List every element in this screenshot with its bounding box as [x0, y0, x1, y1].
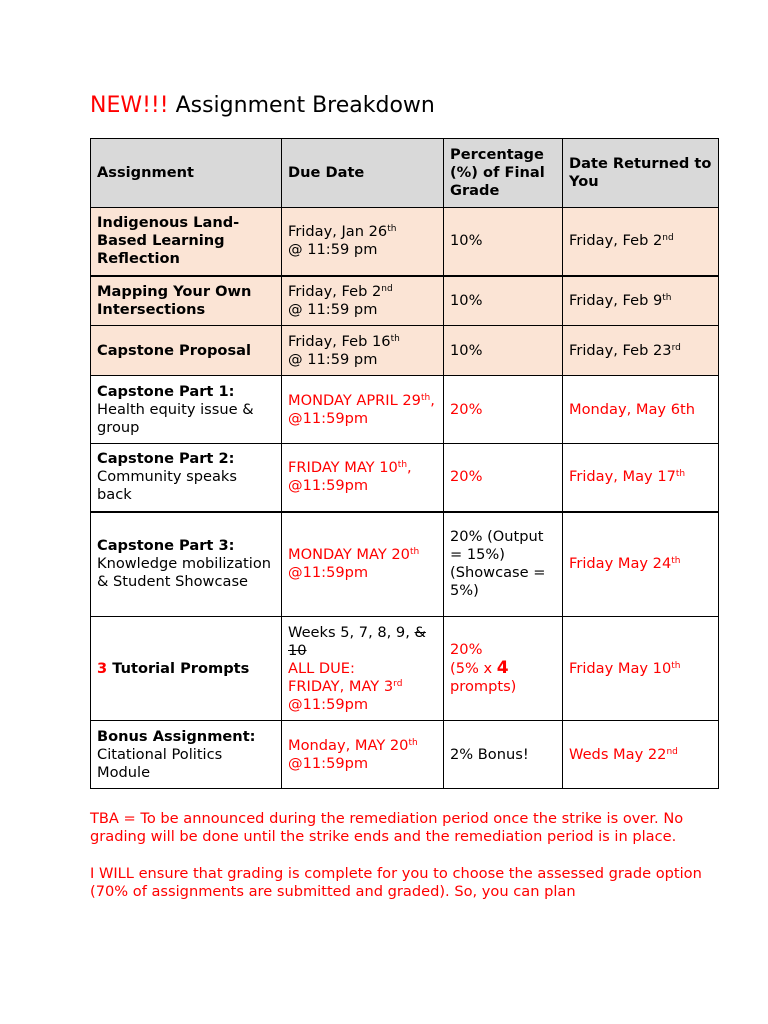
- returned-cell: [563, 617, 719, 721]
- due-date-text: MONDAY APRIL 29: [288, 391, 421, 409]
- due-date-text: Friday, Jan 26: [288, 223, 388, 241]
- due-date-cell: [282, 376, 444, 444]
- due-time-text: @11:59pm: [288, 564, 369, 582]
- returned-suffix: rd: [671, 342, 681, 353]
- due-time-text: @11:59pm: [288, 695, 369, 713]
- percent-cell: 10%: [444, 276, 563, 326]
- due-time-text: , @11:59pm: [288, 459, 412, 495]
- notes-section: [90, 810, 710, 920]
- percent-cell: 20%: [444, 444, 563, 512]
- due-date-text: Monday, MAY 20: [288, 736, 409, 754]
- returned-suffix: th: [675, 469, 686, 480]
- table-row: [91, 721, 719, 789]
- assignment-title: Capstone Part 2:: [97, 450, 235, 468]
- due-date-text: FRIDAY MAY 10: [288, 459, 398, 477]
- table-row: [91, 326, 719, 376]
- table-row: [91, 276, 719, 326]
- returned-suffix: nd: [666, 746, 678, 757]
- returned-text: Friday, Feb 23: [569, 341, 672, 359]
- header-due-date: Due Date: [282, 139, 444, 208]
- table-row: [91, 208, 719, 276]
- returned-suffix: th: [671, 556, 681, 567]
- returned-cell: [563, 208, 719, 276]
- due-date-text: MONDAY MAY 20: [288, 546, 410, 564]
- assignment-description: Knowledge mobilization & Student Showcase: [97, 555, 271, 591]
- due-date-suffix: rd: [393, 678, 403, 689]
- due-date-cell: [282, 208, 444, 276]
- assignment-title: Bonus Assignment:: [97, 727, 256, 745]
- header-assignment: Assignment: [91, 139, 282, 208]
- note-paragraph: I WILL ensure that grading is complete for you to choose the assessed grade option (70% of assignments are submitted and graded). So, you can plan: [90, 864, 702, 901]
- percent-cell: 10%: [444, 208, 563, 276]
- assignment-title: Tutorial Prompts: [107, 659, 250, 677]
- returned-text: Friday, Feb 2: [569, 232, 663, 250]
- due-time-text: @ 11:59 pm: [288, 241, 378, 259]
- assignment-description: Community speaks back: [97, 468, 237, 504]
- due-date-suffix: nd: [381, 283, 393, 294]
- due-all-label: ALL DUE:: [288, 659, 355, 677]
- page-title: [90, 92, 435, 120]
- returned-cell: [563, 444, 719, 512]
- assignment-title: Capstone Part 3:: [97, 537, 235, 555]
- assignment-title: Capstone Part 1:: [97, 382, 235, 400]
- percent-cell: 2% Bonus!: [444, 721, 563, 789]
- percent-breakdown: (5% x: [450, 660, 497, 677]
- returned-text: Weds May 22: [569, 745, 667, 763]
- table-header-row: [91, 139, 719, 208]
- table-row: [91, 512, 719, 617]
- assignment-cell: [91, 721, 282, 789]
- assignment-cell: Mapping Your Own Intersections: [91, 276, 282, 326]
- returned-suffix: nd: [662, 233, 674, 244]
- due-date-cell: [282, 617, 444, 721]
- returned-suffix: th: [671, 660, 681, 671]
- due-time-text: @ 11:59 pm: [288, 350, 378, 368]
- returned-text: Friday May 10: [569, 659, 672, 677]
- due-date-text: FRIDAY, MAY 3: [288, 677, 394, 695]
- percent-prompt-count: 4: [496, 658, 509, 678]
- table-row: [91, 444, 719, 512]
- due-date-cell: [282, 444, 444, 512]
- returned-cell: [563, 721, 719, 789]
- due-date-text: Friday, Feb 2: [288, 282, 382, 300]
- percent-cell: 20%: [444, 376, 563, 444]
- title-new-label: NEW!!!: [90, 93, 169, 118]
- due-date-suffix: th: [397, 460, 408, 471]
- returned-cell: [563, 276, 719, 326]
- assignment-description: Citational Politics Module: [97, 745, 223, 781]
- due-date-suffix: th: [390, 333, 400, 344]
- due-date-cell: [282, 512, 444, 617]
- returned-suffix: th: [662, 292, 672, 303]
- returned-cell: [563, 326, 719, 376]
- table-row: [91, 617, 719, 721]
- returned-text: Friday, Feb 9: [569, 291, 663, 309]
- due-date-suffix: th: [409, 547, 420, 558]
- due-date-suffix: th: [387, 224, 397, 235]
- assignment-cell: Indigenous Land-Based Learning Reflection: [91, 208, 282, 276]
- returned-text: Friday May 24: [569, 555, 672, 573]
- note-paragraph: TBA = To be announced during the remediation period once the strike is over. No grading will be done until the strike ends and the remediation period is in place.: [90, 810, 684, 846]
- header-percentage: Percentage (%) of Final Grade: [444, 139, 563, 208]
- assignment-cell: [91, 376, 282, 444]
- returned-cell: Monday, May 6th: [563, 376, 719, 444]
- table-row: [91, 376, 719, 444]
- prompt-count: 3: [97, 659, 108, 677]
- title-text: Assignment Breakdown: [168, 93, 435, 118]
- due-weeks-struck: & 10: [288, 623, 426, 659]
- due-date-cell: [282, 721, 444, 789]
- assignment-cell: [91, 617, 282, 721]
- returned-text: Friday, May 17: [569, 468, 676, 486]
- due-time-text: , @11:59pm: [288, 391, 435, 427]
- due-date-suffix: th: [420, 392, 431, 403]
- due-date-suffix: th: [408, 737, 418, 748]
- header-date-returned: Date Returned to You: [563, 139, 719, 208]
- assignment-cell: [91, 512, 282, 617]
- due-time-text: @11:59pm: [288, 754, 369, 772]
- due-date-cell: [282, 326, 444, 376]
- assignment-cell: Capstone Proposal: [91, 326, 282, 376]
- due-time-text: @ 11:59 pm: [288, 300, 378, 318]
- due-weeks-text: Weeks 5, 7, 8, 9,: [288, 623, 415, 641]
- percent-breakdown-tail: prompts): [450, 678, 517, 695]
- due-date-text: Friday, Feb 16: [288, 332, 391, 350]
- percent-cell: 10%: [444, 326, 563, 376]
- percent-cell: [444, 617, 563, 721]
- percent-value: 20%: [450, 641, 483, 658]
- assignment-description: Health equity issue & group: [97, 400, 254, 436]
- assignment-table: [90, 138, 719, 789]
- percent-cell: 20% (Output = 15%) (Showcase = 5%): [444, 512, 563, 617]
- due-date-cell: [282, 276, 444, 326]
- assignment-cell: [91, 444, 282, 512]
- returned-cell: [563, 512, 719, 617]
